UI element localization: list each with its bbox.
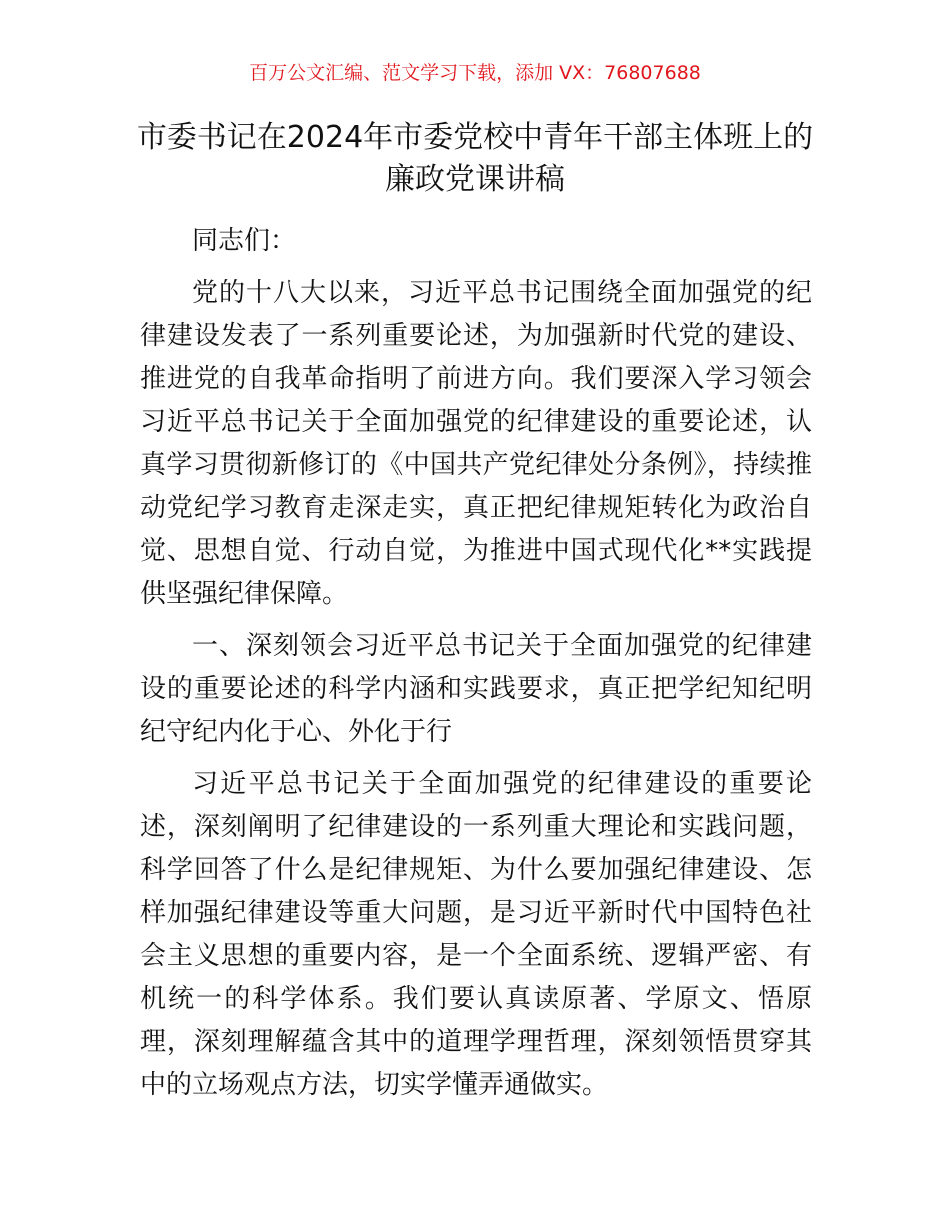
salutation: 同志们： xyxy=(192,226,297,256)
paragraph-intro: 党的十八大以来，习近平总书记围绕全面加强党的纪律建设发表了一系列重要论述，为加强新时代党的建设、推进党的自我革命指明了前进方向。我们要深入学习领会习近平总书记关于全面加强党的纪律建设的重要论述，认真学习贯彻新修订的《中国共产党纪律处分条例》，持续推动党纪学习教育走深走实，真正把纪律规矩转化为政治自觉、思想自觉、行动自觉，为推进中国式现代化**实践提供坚强纪律保障。 xyxy=(140,278,812,609)
document-body xyxy=(140,220,812,1116)
section-heading-1: 一、深刻领会习近平总书记关于全面加强党的纪律建设的重要论述的科学内涵和实践要求，真正把学纪知纪明纪守纪内化于心、外化于行 xyxy=(140,631,812,747)
header-watermark-banner: 百万公文汇编、范文学习下载，添加 VX：76807688 xyxy=(249,62,701,84)
document-title: 市委书记在2024年市委党校中青年干部主体班上的廉政党课讲稿 xyxy=(136,120,814,197)
paragraph-section-1: 习近平总书记关于全面加强党的纪律建设的重要论述，深刻阐明了纪律建设的一系列重大理论和实践问题，科学回答了什么是纪律规矩、为什么要加强纪律建设、怎样加强纪律建设等重大问题，是习近平新时代中国特色社会主义思想的重要内容，是一个全面系统、逻辑严密、有机统一的科学体系。我们要认真读原著、学原文、悟原理，深刻理解蕴含其中的道理学理哲理，深刻领悟贯穿其中的立场观点方法，切实学懂弄通做实。 xyxy=(140,769,812,1100)
